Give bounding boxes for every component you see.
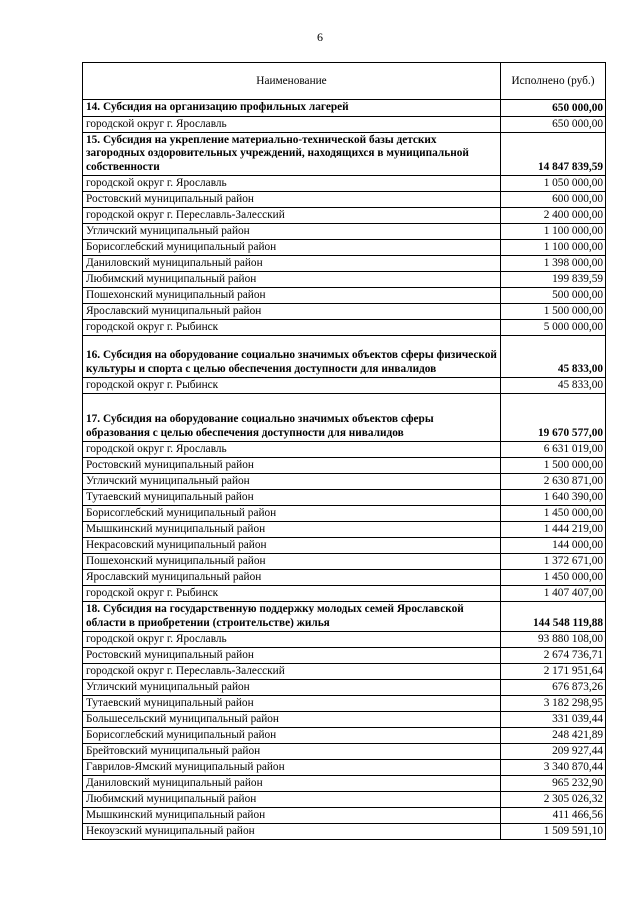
amount-value: 331 039,44	[501, 712, 606, 728]
table-row	[83, 792, 606, 808]
recipient-name: Угличский муниципальный район	[83, 224, 501, 240]
table-row	[83, 256, 606, 272]
amount-value: 199 839,59	[501, 272, 606, 288]
recipient-name: Любимский муниципальный район	[83, 272, 501, 288]
recipient-name: городской округ г. Ярославль	[83, 442, 501, 458]
recipient-name: Даниловский муниципальный район	[83, 776, 501, 792]
table-row	[83, 208, 606, 224]
recipient-name: Некоузский муниципальный район	[83, 824, 501, 840]
recipient-name: городской округ г. Переславль-Залесский	[83, 664, 501, 680]
amount-value: 6 631 019,00	[501, 442, 606, 458]
table-row	[83, 808, 606, 824]
recipient-name: городской округ г. Ярославль	[83, 176, 501, 192]
section-title: 14. Субсидия на организацию профильных лагерей	[83, 100, 501, 117]
amount-value: 2 171 951,64	[501, 664, 606, 680]
recipient-name: городской округ г. Рыбинск	[83, 320, 501, 336]
section-title: 16. Субсидия на оборудование социально значимых объектов сферы физической культуры и спорта с целью обеспечения доступности для инвалидов	[83, 336, 501, 378]
recipient-name: Ростовский муниципальный район	[83, 648, 501, 664]
amount-value: 209 927,44	[501, 744, 606, 760]
recipient-name: Ярославский муниципальный район	[83, 304, 501, 320]
section-total: 14 847 839,59	[501, 132, 606, 176]
recipient-name: Гаврилов-Ямский муниципальный район	[83, 760, 501, 776]
table-row	[83, 664, 606, 680]
section-title: 18. Субсидия на государственную поддержку молодых семей Ярославской области в приобретении (строительстве) жилья	[83, 602, 501, 632]
recipient-name: Борисоглебский муниципальный район	[83, 240, 501, 256]
table-row	[83, 522, 606, 538]
amount-value: 1 398 000,00	[501, 256, 606, 272]
recipient-name: Пошехонский муниципальный район	[83, 554, 501, 570]
recipient-name: Тутаевский муниципальный район	[83, 696, 501, 712]
table-row	[83, 490, 606, 506]
section-total: 45 833,00	[501, 336, 606, 378]
table-row	[83, 776, 606, 792]
amount-value: 2 674 736,71	[501, 648, 606, 664]
amount-value: 2 400 000,00	[501, 208, 606, 224]
recipient-name: Тутаевский муниципальный район	[83, 490, 501, 506]
section-total: 144 548 119,88	[501, 602, 606, 632]
table-row	[83, 760, 606, 776]
section-title: 17. Субсидия на оборудование социально значимых объектов сферы образования с целью обеспечения доступности для нивалидов	[83, 394, 501, 442]
table-row	[83, 192, 606, 208]
table-row	[83, 554, 606, 570]
amount-value: 144 000,00	[501, 538, 606, 554]
amount-value: 3 340 870,44	[501, 760, 606, 776]
amount-value: 500 000,00	[501, 288, 606, 304]
recipient-name: Брейтовский муниципальный район	[83, 744, 501, 760]
section-title: 15. Субсидия на укрепление материально-технической базы детских загородных оздоровительных учреждений, находящихся в муниципальной собственности	[83, 132, 501, 176]
recipient-name: Мышкинский муниципальный район	[83, 808, 501, 824]
table-row	[83, 744, 606, 760]
table-row	[83, 506, 606, 522]
table-row	[83, 224, 606, 240]
recipient-name: Пошехонский муниципальный район	[83, 288, 501, 304]
amount-value: 600 000,00	[501, 192, 606, 208]
recipient-name: городской округ г. Ярославль	[83, 116, 501, 132]
amount-value: 1 640 390,00	[501, 490, 606, 506]
amount-value: 1 450 000,00	[501, 506, 606, 522]
table-row	[83, 320, 606, 336]
recipient-name: Ростовский муниципальный район	[83, 458, 501, 474]
recipient-name: Мышкинский муниципальный район	[83, 522, 501, 538]
amount-value: 1 500 000,00	[501, 304, 606, 320]
recipient-name: Ярославский муниципальный район	[83, 570, 501, 586]
table-row	[83, 240, 606, 256]
recipient-name: Борисоглебский муниципальный район	[83, 506, 501, 522]
amount-value: 676 873,26	[501, 680, 606, 696]
section-row	[83, 100, 606, 117]
recipient-name: городской округ г. Рыбинск	[83, 378, 501, 394]
table-row	[83, 712, 606, 728]
section-total: 19 670 577,00	[501, 394, 606, 442]
table-row	[83, 680, 606, 696]
table-header	[83, 63, 606, 100]
section-row	[83, 336, 606, 378]
table-row	[83, 696, 606, 712]
table-row	[83, 824, 606, 840]
amount-value: 1 509 591,10	[501, 824, 606, 840]
amount-value: 1 372 671,00	[501, 554, 606, 570]
amount-value: 1 444 219,00	[501, 522, 606, 538]
recipient-name: городской округ г. Переславль-Залесский	[83, 208, 501, 224]
table-body	[83, 100, 606, 840]
table-row	[83, 442, 606, 458]
recipient-name: Некрасовский муниципальный район	[83, 538, 501, 554]
table-row	[83, 474, 606, 490]
table-row	[83, 458, 606, 474]
section-row	[83, 602, 606, 632]
section-total: 650 000,00	[501, 100, 606, 117]
recipient-name: Угличский муниципальный район	[83, 474, 501, 490]
subsidy-table	[82, 62, 606, 840]
table-row	[83, 586, 606, 602]
amount-value: 965 232,90	[501, 776, 606, 792]
amount-value: 5 000 000,00	[501, 320, 606, 336]
table-row	[83, 304, 606, 320]
amount-value: 2 630 871,00	[501, 474, 606, 490]
recipient-name: Даниловский муниципальный район	[83, 256, 501, 272]
amount-value: 1 050 000,00	[501, 176, 606, 192]
recipient-name: Любимский муниципальный район	[83, 792, 501, 808]
amount-value: 411 466,56	[501, 808, 606, 824]
table-row	[83, 648, 606, 664]
amount-value: 93 880 108,00	[501, 632, 606, 648]
section-row	[83, 132, 606, 176]
recipient-name: городской округ г. Рыбинск	[83, 586, 501, 602]
amount-value: 3 182 298,95	[501, 696, 606, 712]
amount-value: 45 833,00	[501, 378, 606, 394]
column-header-name: Наименование	[83, 63, 501, 100]
recipient-name: Большесельский муниципальный район	[83, 712, 501, 728]
table-row	[83, 378, 606, 394]
recipient-name: Борисоглебский муниципальный район	[83, 728, 501, 744]
amount-value: 650 000,00	[501, 116, 606, 132]
table-row	[83, 116, 606, 132]
amount-value: 1 500 000,00	[501, 458, 606, 474]
table-row	[83, 538, 606, 554]
amount-value: 248 421,89	[501, 728, 606, 744]
table-row	[83, 570, 606, 586]
amount-value: 1 407 407,00	[501, 586, 606, 602]
table-row	[83, 288, 606, 304]
amount-value: 1 100 000,00	[501, 240, 606, 256]
table-row	[83, 176, 606, 192]
column-header-value: Исполнено (руб.)	[501, 63, 606, 100]
table-row	[83, 272, 606, 288]
recipient-name: Угличский муниципальный район	[83, 680, 501, 696]
section-row	[83, 394, 606, 442]
recipient-name: городской округ г. Ярославль	[83, 632, 501, 648]
table-row	[83, 632, 606, 648]
page-number: 6	[317, 30, 323, 44]
table-row	[83, 728, 606, 744]
amount-value: 1 100 000,00	[501, 224, 606, 240]
amount-value: 2 305 026,32	[501, 792, 606, 808]
recipient-name: Ростовский муниципальный район	[83, 192, 501, 208]
amount-value: 1 450 000,00	[501, 570, 606, 586]
